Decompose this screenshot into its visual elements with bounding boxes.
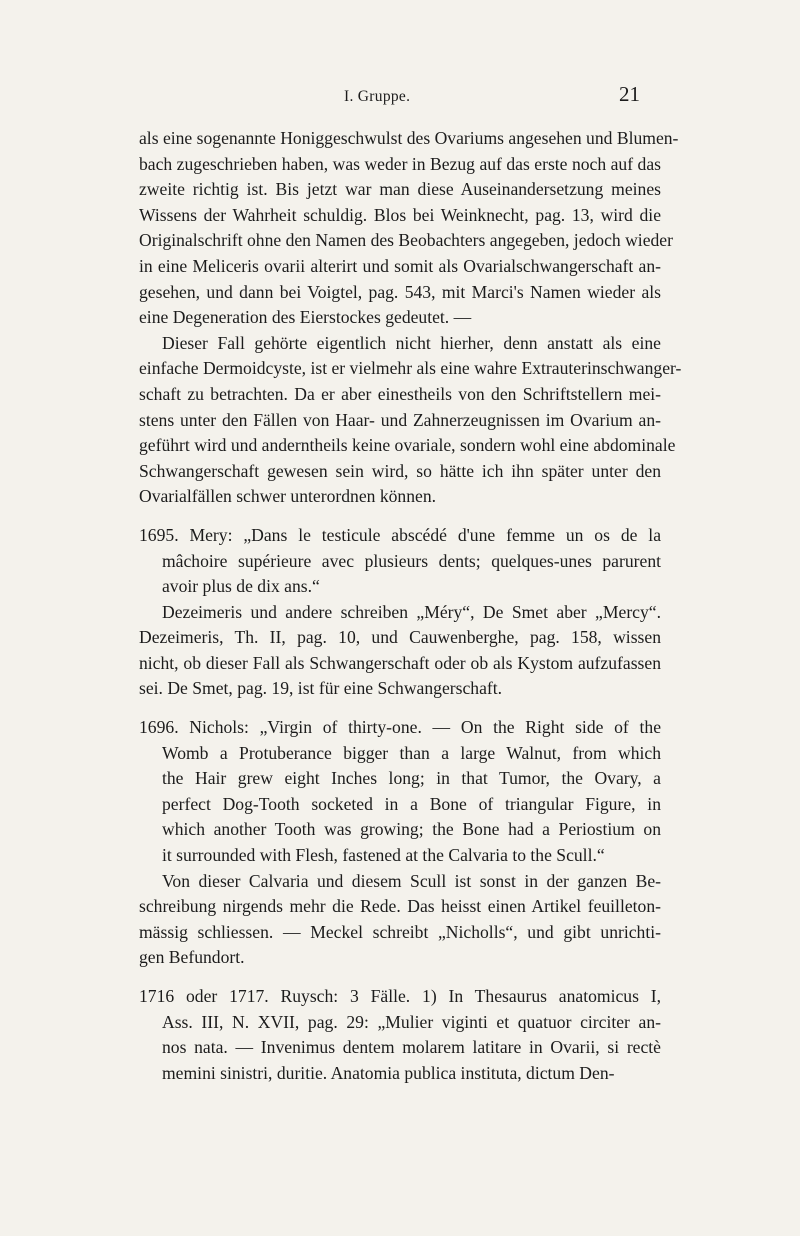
paragraph-gap [139,702,661,715]
paragraph-gap [139,971,661,984]
paragraph [139,869,661,971]
text-line: which another Tooth was growing; the Bone had a Periostium on [162,819,661,840]
paragraph [139,715,661,869]
text-line: perfect Dog-Tooth socketed in a Bone of triangular Figure, in [162,793,661,814]
text-line: mâchoire supérieure avec plusieurs dents; quelques-unes parurent [162,550,661,571]
text-line: Womb a Protuberance bigger than a large Walnut, from which [162,742,661,763]
text-line: Schwangerschaft gewesen sein wird, so hätte ich ihn später unter den [139,460,661,481]
text-line: avoir plus de dix ans.“ [162,576,320,597]
text-line: sei. De Smet, pag. 19, ist für eine Schwangerschaft. [139,678,503,699]
text-line: Ass. III, N. XVII, pag. 29: „Mulier viginti et quatuor circiter an- [162,1011,661,1032]
text-line: geführt wird und anderntheils keine ovariale, sondern wohl eine abdominale [139,435,676,456]
text-line: Dieser Fall gehörte eigentlich nicht hierher, denn anstatt als eine [162,332,661,353]
page-header [0,84,800,110]
text-line: nos nata. — Invenimus dentem molarem latitare in Ovarii, si rectè [162,1037,661,1058]
text-line: it surrounded with Flesh, fastened at the Calvaria to the Scull.“ [162,845,605,866]
text-line: schreibung nirgends mehr die Rede. Das heisst einen Artikel feuilleton- [139,896,661,917]
text-line: memini sinistri, duritie. Anatomia publica instituta, dictum Den- [162,1062,615,1083]
text-line: schaft zu betrachten. Da er aber einestheils von den Schriftstellern mei- [139,383,661,404]
text-line: eine Degeneration des Eierstockes gedeutet. — [139,307,472,328]
text-line: 1716 oder 1717. Ruysch: 3 Fälle. 1) In Thesaurus anatomicus I, [139,986,661,1006]
text-line: Dezeimeris, Th. II, pag. 10, und Cauwenberghe, pag. 158, wissen [139,627,661,648]
text-line: in eine Meliceris ovarii alterirt und somit als Ovarialschwangerschaft an- [139,255,661,276]
paragraph [139,126,679,331]
text-line: gen Befundort. [139,947,245,968]
text-line: Wissens der Wahrheit schuldig. Blos bei Weinknecht, pag. 13, wird die [139,204,661,225]
paragraph [139,984,661,1086]
running-head: I. Gruppe. [344,88,411,105]
text-line: als eine sogenannte Honiggeschwulst des Ovariums angesehen und Blumen- [139,128,679,148]
text-line: 1696. Nichols: „Virgin of thirty-one. — On the Right side of the [139,717,661,738]
paragraph [139,523,661,600]
text-line: Originalschrift ohne den Namen des Beobachters angegeben, jedoch wieder [139,230,673,251]
text-line: nicht, ob dieser Fall als Schwangerschaft oder ob als Kystom aufzufassen [139,652,661,673]
body-text [139,126,682,1086]
paragraph [139,331,682,510]
text-line: 1695. Mery: „Dans le testicule abscédé d'une femme un os de la [139,524,661,545]
text-line: Von dieser Calvaria und diesem Scull ist sonst in der ganzen Be- [162,870,661,891]
text-line: Ovarialfällen schwer unterordnen können. [139,486,437,507]
text-line: stens unter den Fällen von Haar- und Zahnerzeugnissen im Ovarium an- [139,409,661,430]
text-line: zweite richtig ist. Bis jetzt war man diese Auseinandersetzung meines [139,179,661,200]
paragraph [139,600,661,702]
text-line: gesehen, und dann bei Voigtel, pag. 543, mit Marci's Namen wieder als [139,281,661,302]
page-number: 21 [619,82,640,106]
text-line: Dezeimeris und andere schreiben „Méry“, De Smet aber „Mercy“. [162,601,661,622]
text-line: einfache Dermoidcyste, ist er vielmehr als eine wahre Extrauterinschwanger- [139,358,682,379]
paragraph-gap [139,510,661,523]
text-line: mässig schliessen. — Meckel schreibt „Nicholls“, und gibt unrichti- [139,921,661,942]
text-line: the Hair grew eight Inches long; in that Tumor, the Ovary, a [162,768,661,789]
text-line: bach zugeschrieben haben, was weder in Bezug auf das erste noch auf das [139,153,661,174]
